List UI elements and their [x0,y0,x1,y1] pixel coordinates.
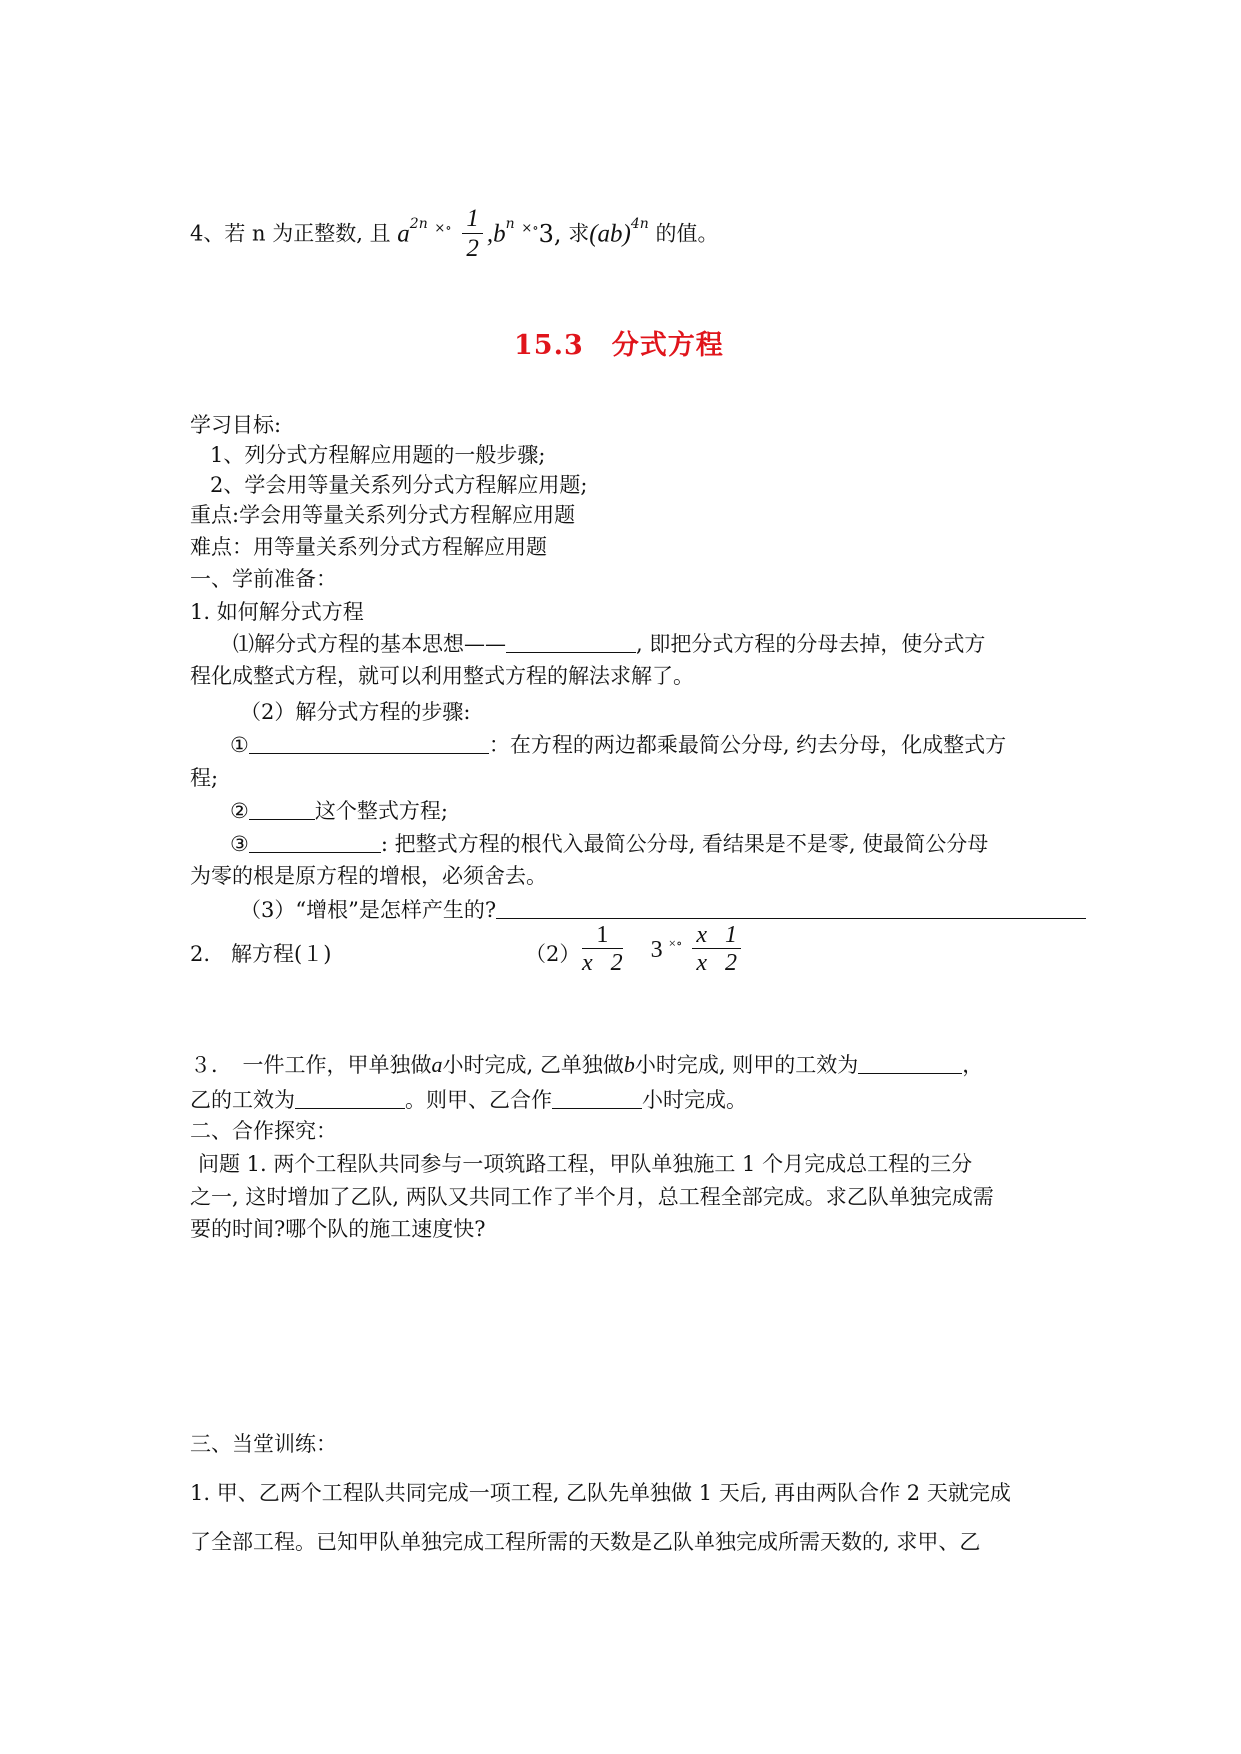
step-3-post: : 把整式方程的根代入最简公分母, 看结果是不是零, 使最简公分母 [380,832,989,856]
blank-step-2[interactable] [249,799,315,820]
prep-item-3-line2 [190,1088,747,1113]
q4-three: 3, [538,219,562,248]
prep-1a-pre: ⑴解分式方程的基本思想—— [233,632,506,656]
goal-2: 2、学会用等量关系列分式方程解应用题; [210,473,588,497]
step-3-line [230,832,988,857]
step-1-cont: 程; [190,766,219,790]
p3-pre: ３． 一件工作，甲单独做 [190,1053,432,1077]
step-3-cont: 为零的根是原方程的增根，必须舍去。 [190,864,547,888]
step-3-mark: ③ [230,832,249,856]
p3-l2c: 小时完成。 [642,1088,747,1112]
goal-1: 1、列分式方程解应用题的一般步骤; [210,443,546,467]
q4-qiu: 求 [568,221,590,246]
p3-mid2: 小时完成, 则甲的工效为 [634,1053,859,1077]
blank-step-1[interactable] [249,733,489,754]
p3-end: ， [962,1053,984,1077]
q4-frac-den: 2 [466,234,479,262]
blank-basic-idea[interactable] [506,632,636,653]
q4-prefix: 4、若 n 为正整数, 且 [190,221,391,246]
prep-1a-post: , 即把分式方程的分母去掉，使分式方 [636,632,986,656]
coop-heading: 二、合作探究： [190,1119,337,1143]
step-1-mark: ① [230,733,249,757]
q4-ab: (ab) [589,220,631,248]
q4-a: a [397,220,410,248]
prep-1c: （3）“增根”是怎样产生的? [240,898,497,922]
coop-q1-line1: 问题 1. 两个工程队共同参与一项筑路工程，甲队单独施工 1 个月完成总工程的三分 [198,1152,973,1176]
train-1-line1: 1. 甲、乙两个工程队共同完成一项工程, 乙队先单独做 1 天后, 再由两队合作 2 天就完成 [190,1481,1011,1505]
prep-item-1: 1. 如何解分式方程 [190,600,364,624]
blank-extraneous-root[interactable] [496,898,1086,919]
prep-heading: 一、学前准备： [190,567,337,591]
step-2-mark: ② [230,799,249,823]
step-2-line [230,799,448,824]
equals-glyph-icon-2: ×∘ [521,220,539,236]
eq-three: 3 [650,936,663,963]
p3-mid: 小时完成, 乙单独做 [442,1053,624,1077]
train-1-line2: 了全部工程。已知甲队单独完成工程所需的天数是乙队单独完成所需天数的, 求甲、乙 [190,1530,981,1554]
equation-2 [578,922,745,978]
prep-item-3-line1 [190,1052,983,1078]
p3-var-b: b [623,1052,635,1077]
key-point: 重点:学会用等量关系列分式方程解应用题 [190,503,576,527]
q4-suffix: 的值。 [655,221,719,246]
q4-frac-num: 1 [462,205,483,234]
difficult-point: 难点：用等量关系列分式方程解应用题 [190,535,547,559]
prep-item-2: 2. 解方程(１) [190,942,332,966]
prep-2b: （2） [525,942,581,966]
eq-right-den: x 2 [696,950,738,977]
train-heading: 三、当堂训练： [190,1432,337,1456]
prep-1a-cont: 程化成整式方程，就可以利用整式方程的解法求解了。 [190,664,694,688]
q4-fraction [462,205,483,264]
prep-1b: （2）解分式方程的步骤: [240,700,471,724]
eq-left-den: x 2 [582,950,623,977]
q4-b-exponent: n [505,215,515,232]
step-1-post: ：在方程的两边都乘最简公分母, 约去分母，化成整式方 [488,733,1007,757]
eq-frac-left [582,922,623,978]
prep-1c-line [240,898,1086,923]
blank-together-hours[interactable] [552,1088,642,1109]
eq-right-num: x 1 [692,922,741,949]
blank-step-3[interactable] [249,832,381,853]
q4-ab-exponent: 4n [630,215,649,232]
eq-frac-right [692,922,741,978]
step-1-line [230,733,1006,758]
question-4 [190,205,718,265]
p3-var-a: a [431,1052,443,1077]
equals-glyph-icon: ×∘ [434,220,452,236]
step-2-post: 这个整式方程; [314,799,448,823]
equals-glyph-icon-3: ×∘ [668,935,683,951]
section-title: 15.3 分式方程 [514,330,724,361]
blank-efficiency-a[interactable] [858,1053,962,1074]
eq-left-num: 1 [582,922,623,949]
q4-b: ,b [486,220,506,248]
p3-l2b: 。则甲、乙合作 [405,1088,552,1112]
prep-1a-line [233,632,985,657]
q4-a-exponent: 2n [409,215,428,232]
coop-q1-line3: 要的时间?哪个队的施工速度快? [190,1217,486,1241]
coop-q1-line2: 之一, 这时增加了乙队, 两队又共同工作了半个月，总工程全部完成。求乙队单独完成需 [190,1185,994,1209]
goals-label: 学习目标: [190,413,282,437]
p3-l2a: 乙的工效为 [190,1088,295,1112]
blank-efficiency-b[interactable] [295,1088,405,1109]
